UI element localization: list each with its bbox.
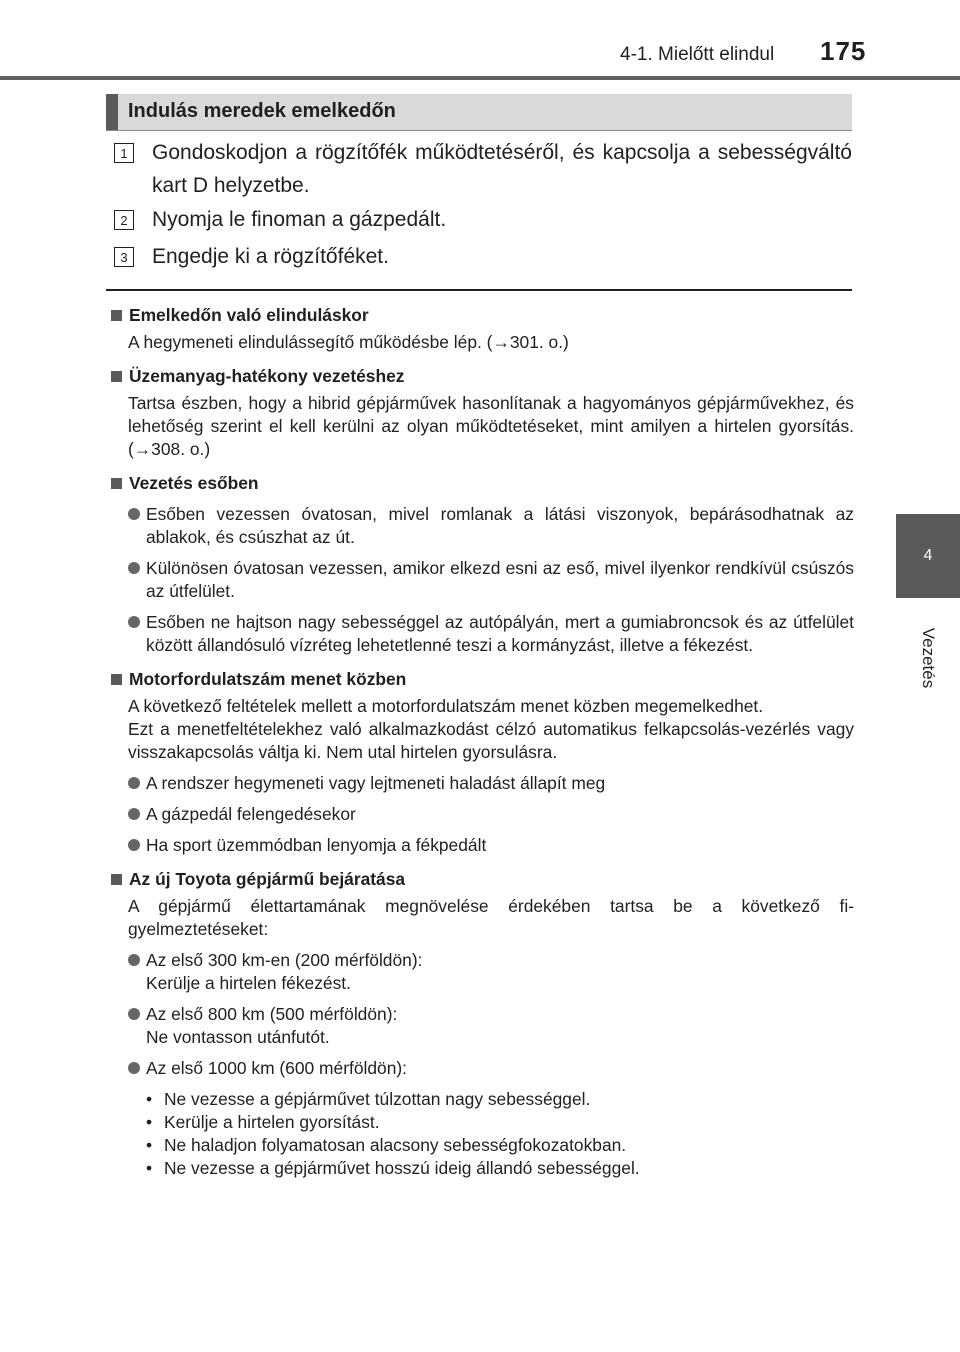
section-title: Indulás meredek emelkedőn — [128, 100, 396, 122]
chapter-tab-label — [896, 598, 960, 718]
sub-list-item: • Ne haladjon folyamatosan alacsony sebességfokozatokban. — [146, 1135, 627, 1155]
step-number-2: 2 — [114, 210, 134, 230]
section-title-underline — [106, 130, 852, 131]
chapter-title: 4-1. Mielőtt elindul — [620, 44, 775, 65]
note-heading: Emelkedőn való elinduláskor — [108, 304, 854, 327]
step-number-1: 1 — [114, 143, 134, 163]
round-bullet-icon — [128, 839, 140, 851]
list-item: Esőben vezessen óvatosan, mivel romlanak a látási viszonyok, bepárásodhatnak az ablakok, és csúszhat az út. — [128, 503, 854, 549]
note-heading: Motorfordulatszám menet közben — [108, 668, 854, 691]
step-number-3: 3 — [114, 247, 134, 267]
round-bullet-icon — [128, 616, 140, 628]
note-text: A hegymeneti elindulássegítő működésbe lép. (→301. o.) — [128, 332, 569, 352]
sub-list-item: • Kerülje a hirtelen gyorsítást. — [146, 1112, 380, 1132]
list-item: Különösen óvatosan vezessen, amikor elkezd esni az eső, mivel ilyenkor rendkívül csúszós az útfelület. — [128, 557, 854, 603]
section-title-bar — [106, 94, 852, 130]
square-bullet-icon — [111, 371, 122, 382]
round-bullet-icon — [128, 508, 140, 520]
list-item: Az első 300 km-en (200 mérföldön): Kerülje a hirtelen fékezést. — [128, 949, 854, 995]
note-text: Ezt a menetfeltételekhez való alkalmazkodást célzó automatikus felkapcsolás-vezérlés vagy visszakapcsolás váltja ki. Nem utal hirtelen gyorsulásra. — [128, 719, 854, 762]
note-heading: Üzemanyag-hatékony vezetéshez — [108, 365, 854, 388]
sub-list-item: • Ne vezesse a gépjárművet túlzottan nagy sebességgel. — [146, 1089, 591, 1109]
list-item: Az első 1000 km (600 mérföldön): — [128, 1057, 854, 1080]
note-heading: Vezetés esőben — [108, 472, 854, 495]
notes-list — [108, 304, 854, 1180]
round-bullet-icon — [128, 562, 140, 574]
step-text-1: Gondoskodjon a rögzítőfék működtetéséről, és kapcsolja a sebességváltó kart D helyzetbe. — [152, 141, 852, 197]
note-text: Tartsa észben, hogy a hibrid gépjárművek hasonlítanak a hagyományos gépjárművekhez, és lehetőség szerint el kell kerülni az olyan működtetéseket, mint amilyen a hirtelen gyorsítás. (→308. o.) — [128, 393, 854, 459]
round-bullet-icon — [128, 777, 140, 789]
step-text-2: Nyomja le finoman a gázpedált. — [152, 208, 447, 231]
round-bullet-icon — [128, 1008, 140, 1020]
round-bullet-icon — [128, 808, 140, 820]
list-item: A rendszer hegymeneti vagy lejtmeneti haladást állapít meg — [128, 772, 854, 795]
list-item: A gázpedál felengedésekor — [128, 803, 854, 826]
square-bullet-icon — [111, 674, 122, 685]
list-item: Az első 800 km (500 mérföldön): Ne vontasson utánfutót. — [128, 1003, 854, 1049]
chapter-tab: 4 — [896, 514, 960, 598]
note-text: A gépjármű élettartamának megnövelése érdekében tartsa be a következő figyelmeztetéseket: — [128, 896, 854, 939]
note-text: A következő feltételek mellett a motorfordulatszám menet közben megemelkedhet. — [128, 696, 764, 716]
round-bullet-icon — [128, 954, 140, 966]
section-divider — [106, 289, 852, 291]
square-bullet-icon — [111, 310, 122, 321]
chapter-tab-label-text: Vezetés — [919, 627, 938, 689]
page-number: 175 — [820, 36, 867, 66]
list-item: Ha sport üzemmódban lenyomja a fékpedált — [128, 834, 854, 857]
square-bullet-icon — [111, 874, 122, 885]
step-text-3: Engedje ki a rögzítőféket. — [152, 245, 389, 268]
sub-list-item: • Ne vezesse a gépjárművet hosszú ideig állandó sebességgel. — [146, 1158, 640, 1178]
list-item: Esőben ne hajtson nagy sebességgel az autópályán, mert a gumiabroncsok és az útfelület között állandósuló vízréteg lehetetlenné teszi a kormányzást, illetve a fékezést. — [128, 611, 854, 657]
round-bullet-icon — [128, 1062, 140, 1074]
square-bullet-icon — [111, 478, 122, 489]
header-divider — [0, 76, 960, 80]
note-heading: Az új Toyota gépjármű bejáratása — [108, 868, 854, 891]
